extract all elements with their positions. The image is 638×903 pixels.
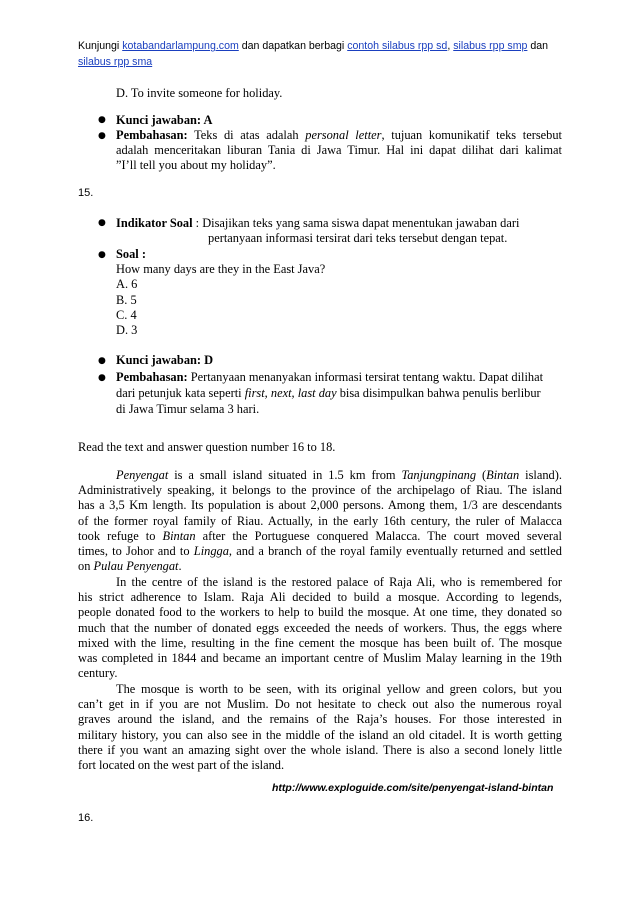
p1-l7b: Pulau Penyengat bbox=[93, 559, 179, 574]
page-header bbox=[78, 38, 578, 70]
q14-key bbox=[116, 113, 212, 128]
q14-expl-line1a: Teks di atas adalah bbox=[194, 128, 299, 142]
p2-line: mixed with the lime, resulting in the fine cement the mosque has been built of. The mosque bbox=[78, 635, 562, 650]
header-middle: dan dapatkan berbagi bbox=[241, 40, 345, 52]
link-silabus-smp[interactable]: silabus rpp smp bbox=[453, 40, 528, 52]
p2-line: his strict adherence to Islam. Raja Ali decided to build a mosque. According to legends, bbox=[78, 590, 562, 605]
q14-expl-line2: adalah menceritakan liburan Tania di Jawa Timur. Hal ini dapat dilihat dari kalimat bbox=[116, 143, 562, 158]
reading-paragraph-1 bbox=[78, 468, 562, 574]
q14-expl-line1c: , tujuan komunikatif teks tersebut bbox=[381, 128, 563, 142]
p2-line: was completed in 1844 and became an important centre of Muslim Malay learning in the 19th bbox=[78, 651, 562, 666]
p1-line3: has a 3,5 Km length. Its population is about 2,000 persons. Among them, 1/3 are descendants bbox=[78, 498, 562, 513]
reading-paragraph-3 bbox=[78, 682, 562, 773]
bullet-icon: ● bbox=[98, 373, 106, 383]
p1-penyengat: Penyengat bbox=[116, 468, 169, 482]
header-comma: , bbox=[447, 40, 451, 52]
bullet-icon: ● bbox=[98, 115, 106, 125]
p1-l1c: Tanjungpinang bbox=[401, 468, 477, 482]
p1-l5c: after the Portuguese conquered Malacca. The court moved several bbox=[202, 528, 562, 543]
q15-soal bbox=[116, 247, 325, 338]
q14-expl-label: Pembahasan: bbox=[116, 128, 188, 142]
p3-line: graves around the island, and the remains of the Raja’s houses. For those interested in bbox=[78, 712, 562, 727]
p1-l7c: . bbox=[178, 559, 182, 574]
q15-option-d: D. 3 bbox=[116, 323, 138, 338]
q15-expl-line2b: first, next, last day bbox=[244, 386, 337, 401]
bullet-icon: ● bbox=[98, 356, 106, 366]
p1-l1d: ( bbox=[482, 468, 487, 482]
q14-expl-line1b: personal letter bbox=[305, 128, 382, 142]
link-kotabandarlampung[interactable]: kotabandarlampung.com bbox=[122, 40, 239, 52]
link-silabus-sma[interactable]: silabus rpp sma bbox=[78, 56, 153, 68]
p1-l7a: on bbox=[78, 559, 91, 574]
reading-intro: Read the text and answer question number 16 to 18. bbox=[78, 440, 336, 454]
source-url: http://www.exploguide.com/site/penyengat-island-bintan bbox=[272, 782, 554, 794]
p3-line: The mosque is worth to be seen, with its original yellow and green colors, but you bbox=[116, 682, 562, 696]
q15-option-c: C. 4 bbox=[116, 307, 137, 322]
q14-key-label: Kunci jawaban: A bbox=[116, 113, 213, 127]
q15-expl-label: Pembahasan: bbox=[116, 370, 188, 384]
q15-key-label: Kunci jawaban: D bbox=[116, 353, 214, 367]
p1-l5b: Bintan bbox=[162, 528, 196, 543]
reading-paragraph-2 bbox=[78, 575, 562, 681]
p1-l6a: times, to Johor and to bbox=[78, 544, 190, 559]
header-and: dan bbox=[530, 40, 549, 52]
p1-l1f: island). bbox=[525, 468, 562, 482]
q15-explanation bbox=[116, 370, 564, 418]
link-silabus-sd[interactable]: contoh silabus rpp sd bbox=[347, 40, 448, 52]
q14-explanation bbox=[116, 128, 562, 174]
q15-soal-label: Soal : bbox=[116, 247, 146, 261]
q15-indicator bbox=[116, 216, 576, 246]
p2-line: much that the number of donated eggs exceeded the needs of workers. Thus, the eggs where bbox=[78, 620, 562, 635]
p2-line: century. bbox=[78, 666, 118, 681]
bullet-icon: ● bbox=[98, 250, 106, 260]
q15-expl-line2c: bisa disimpulkan bahwa penulis berlibur bbox=[339, 386, 541, 401]
p1-l6b: Lingga bbox=[193, 544, 229, 559]
q15-option-a: A. 6 bbox=[116, 277, 138, 292]
q15-number: 15. bbox=[78, 187, 94, 199]
p3-line: fort located on the west part of the island. bbox=[78, 758, 285, 773]
q15-question: How many days are they in the East Java? bbox=[116, 262, 326, 277]
q14-expl-line3: ”I’ll tell you about my holiday”. bbox=[116, 158, 276, 173]
header-prefix: Kunjungi bbox=[78, 40, 120, 52]
q15-indicator-label: Indikator Soal bbox=[116, 216, 193, 230]
q15-option-b: B. 5 bbox=[116, 292, 137, 307]
q14-option-d: D. To invite someone for holiday. bbox=[116, 86, 283, 100]
p3-line: can’t get in if you are not Muslim. Do not hesitate to check out also the numerous royal bbox=[78, 697, 562, 712]
p1-l1e: Bintan bbox=[486, 468, 520, 482]
q15-indicator-line2: pertanyaan informasi tersirat dari teks tersebut dengan tepat. bbox=[208, 231, 508, 246]
p3-line: military history, you can also see in the middle of the island an old citadel. It is worth getting bbox=[78, 727, 562, 742]
p1-line4: of the former royal family of Riau. Actually, in the early 16th century, the ruler of Malacca bbox=[78, 513, 562, 528]
q15-expl-line2a: dari petunjuk kata seperti bbox=[116, 386, 242, 401]
p1-l5a: took refuge to bbox=[78, 528, 156, 543]
p2-line: people donated food to the workers to help to build the mosque. At one time, they donated so bbox=[78, 605, 562, 620]
q15-expl-line3: di Jawa Timur selama 3 hari. bbox=[116, 402, 260, 417]
bullet-icon: ● bbox=[98, 218, 106, 228]
q15-key bbox=[116, 353, 213, 368]
q15-expl-line1: Pertanyaan menanyakan informasi tersirat tentang waktu. Dapat dilihat bbox=[190, 370, 544, 384]
q16-number: 16. bbox=[78, 812, 94, 824]
bullet-icon: ● bbox=[98, 131, 106, 141]
p1-l6c: , and a branch of the royal family eventually returned and settled bbox=[228, 544, 562, 559]
p1-l1b: is a small island situated in 1.5 km from bbox=[174, 468, 396, 482]
p3-line: there if you want an amazing sight over the whole island. There is also a second lonely little bbox=[78, 742, 562, 757]
p1-line2: Administratively speaking, it belongs to the province of the archipelago of Riau. The island bbox=[78, 483, 562, 498]
p2-line: In the centre of the island is the restored palace of Raja Ali, who is remembered for bbox=[116, 575, 562, 589]
q15-indicator-line1: : Disajikan teks yang sama siswa dapat menentukan jawaban dari bbox=[195, 216, 520, 230]
